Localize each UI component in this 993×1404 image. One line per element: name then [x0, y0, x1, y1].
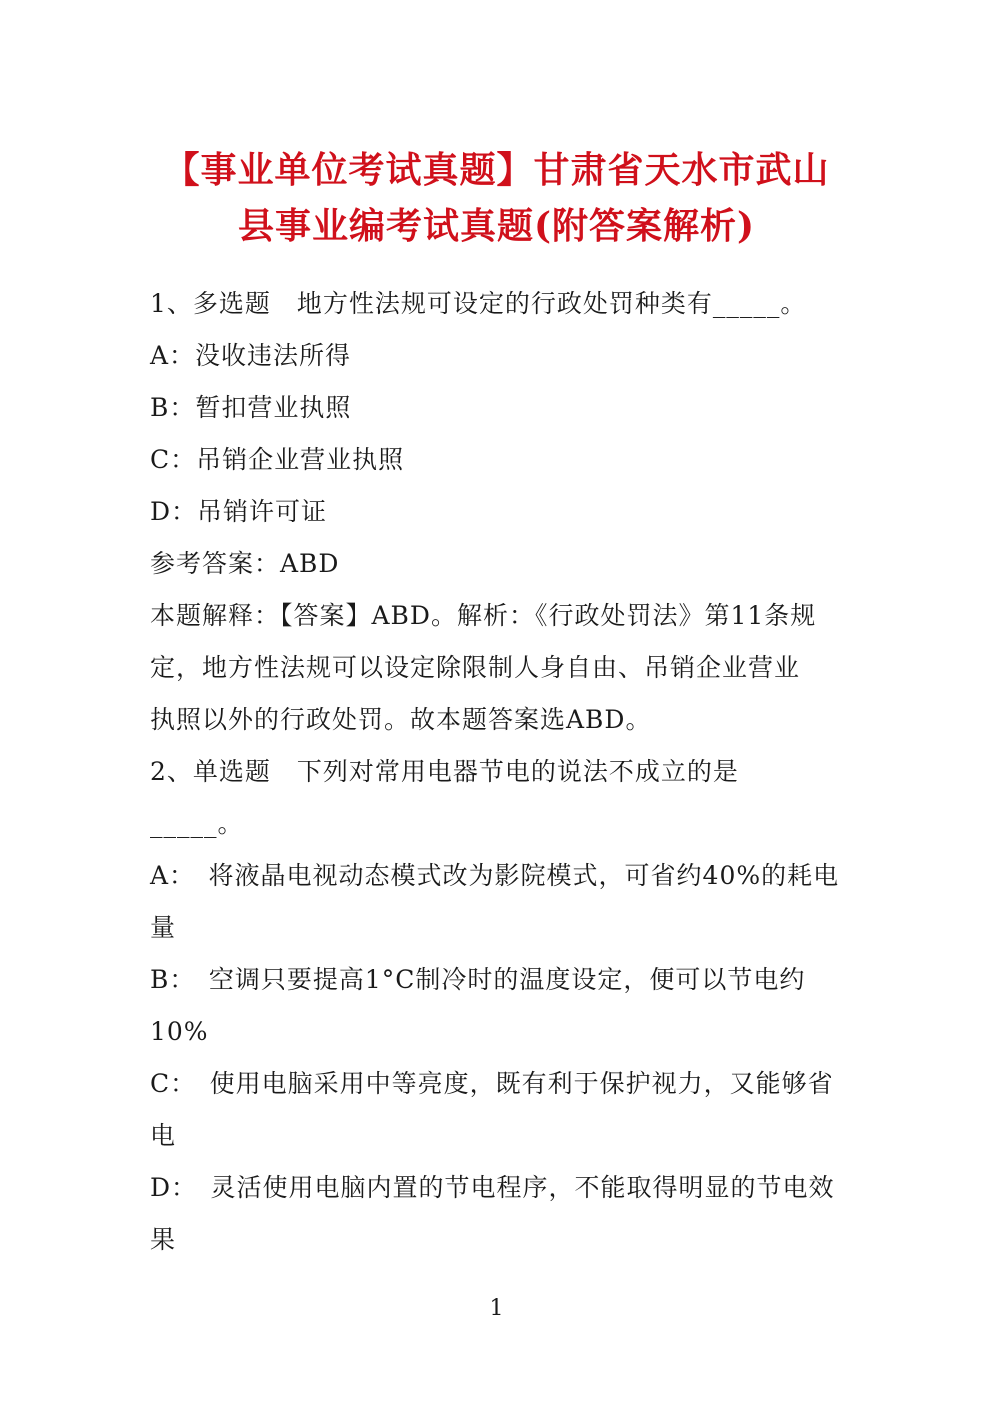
question-1-explanation-line-2: 定，地方性法规可以设定除限制人身自由、吊销企业营业	[150, 653, 801, 682]
question-2-option-c: C： 使用电脑采用中等亮度，既有利于保护视力，又能够省	[150, 1069, 834, 1098]
document-title	[120, 142, 873, 254]
question-1-option-a: A：没收违法所得	[150, 341, 352, 370]
question-1-answer: 参考答案：ABD	[150, 549, 340, 578]
question-1-option-d: D：吊销许可证	[150, 497, 328, 526]
question-2-stem: 2、单选题 下列对常用电器节电的说法不成立的是	[150, 757, 739, 786]
question-2-option-a-continued: 量	[150, 913, 177, 942]
question-2-option-a: A： 将液晶电视动态模式改为影院模式，可省约40%的耗电	[150, 861, 840, 890]
page-number: 1	[489, 1296, 504, 1321]
question-2-stem-continued: _____。	[150, 809, 244, 838]
title-line-1: 【事业单位考试真题】甘肃省天水市武山	[163, 149, 830, 191]
question-2-option-b-continued: 10%	[150, 1017, 209, 1046]
question-2-option-d-continued: 果	[150, 1225, 177, 1254]
question-2-option-c-continued: 电	[150, 1121, 177, 1150]
question-1-stem: 1、多选题 地方性法规可设定的行政处罚种类有_____。	[150, 289, 807, 318]
title-line-2: 县事业编考试真题(附答案解析)	[237, 205, 756, 247]
question-1-explanation-line-1: 本题解释：【答案】ABD。解析：《行政处罚法》第11条规	[150, 601, 817, 630]
question-2-option-b: B： 空调只要提高1°C制冷时的温度设定，便可以节电约	[150, 965, 806, 994]
question-2-option-d: D： 灵活使用电脑内置的节电程序，不能取得明显的节电效	[150, 1173, 835, 1202]
question-1-explanation-line-3: 执照以外的行政处罚。故本题答案选ABD。	[150, 705, 652, 734]
question-1-option-c: C：吊销企业营业执照	[150, 445, 405, 474]
question-1-option-b: B：暂扣营业执照	[150, 393, 352, 422]
